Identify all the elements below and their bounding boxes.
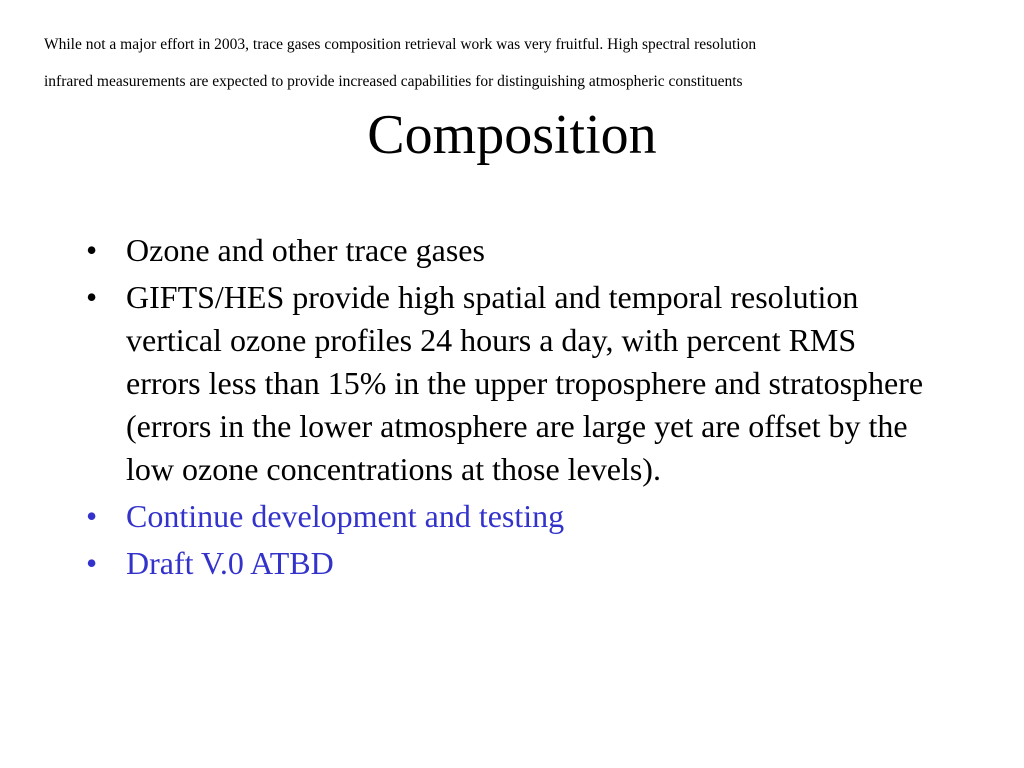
bullet-item-ozone	[86, 229, 926, 272]
bullet-item-continue-development	[86, 495, 926, 538]
bullet-marker: •	[86, 232, 98, 268]
slide-title: Composition	[367, 104, 657, 166]
bullet-item-draft-atbd	[86, 542, 926, 585]
intro-line-1: While not a major effort in 2003, trace gases composition retrieval work was very fruitful. High spectral resolution	[44, 36, 757, 53]
bullet-text: Ozone and other trace gases	[126, 232, 485, 268]
bullet-marker: •	[86, 279, 98, 315]
bullet-text: Continue development and testing	[126, 498, 565, 534]
intro-note	[44, 26, 1004, 100]
bullet-list	[86, 229, 926, 589]
intro-line-2: infrared measurements are expected to provide increased capabilities for distinguishing atmospheric constituents	[44, 73, 743, 90]
bullet-marker: •	[86, 498, 98, 534]
bullet-item-gifts-hes	[86, 276, 926, 491]
bullet-marker: •	[86, 545, 98, 581]
bullet-text: Draft V.0 ATBD	[126, 545, 334, 581]
bullet-text: GIFTS/HES provide high spatial and temporal resolution vertical ozone profiles 24 hours a day, with percent RMS errors less than 15% in the upper troposphere and stratosphere (errors in the lower atmosphere are large yet are offset by the low ozone concentrations at those levels).	[126, 279, 924, 487]
